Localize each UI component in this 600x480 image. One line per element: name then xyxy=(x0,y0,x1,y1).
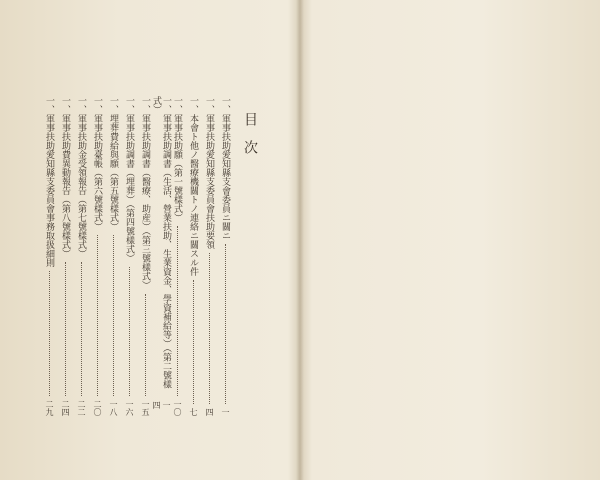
toc-entry-page: 七 xyxy=(189,408,198,416)
toc-entry-page: 一八 xyxy=(109,400,118,416)
leader-dots xyxy=(49,271,50,396)
toc-entry-page: 二二 xyxy=(77,400,86,416)
leader-dots xyxy=(225,244,226,404)
toc-entry-text: 一、軍事扶助愛知縣支委員會扶助要領 xyxy=(204,96,214,249)
page-title: 目次 xyxy=(242,112,258,168)
toc-entry-text: 一、本會ト他ノ醫療機關トノ連絡ニ關スル件 xyxy=(188,96,198,276)
book-gutter xyxy=(296,0,304,480)
leader-dots xyxy=(209,253,210,404)
leader-dots xyxy=(113,235,114,396)
leader-dots xyxy=(145,294,146,397)
toc-entry xyxy=(92,96,102,416)
toc-entry-page: 一五 xyxy=(141,400,150,416)
toc-entry-text: 一、軍事扶助調書（埋葬）（第四號樣式） xyxy=(124,96,134,263)
leader-dots xyxy=(177,226,178,396)
toc-entry xyxy=(151,96,171,416)
table-of-contents xyxy=(44,96,230,416)
toc-entry-text: 一、埋葬費給與願（第五號樣式） xyxy=(108,96,118,231)
toc-entry xyxy=(76,96,86,416)
toc-entry xyxy=(172,96,182,416)
toc-entry xyxy=(60,96,70,416)
toc-entry-text: 一、軍事扶助調書（生活、營業扶助、生業資金、學資補給等）（第二號樣式） xyxy=(151,96,171,389)
toc-entry-text: 一、軍事扶助費異動報告（第八號樣式） xyxy=(60,96,70,258)
toc-entry-page: 一四 xyxy=(152,400,171,409)
toc-entry xyxy=(204,96,214,416)
toc-entry xyxy=(108,96,118,416)
toc-entry-page: 二〇 xyxy=(93,400,102,416)
leader-dots xyxy=(129,267,130,397)
toc-entry xyxy=(220,96,230,416)
toc-entry xyxy=(124,96,134,416)
toc-entry xyxy=(140,96,150,416)
toc-entry-text: 一、軍事扶助金受領報告（第七號樣式） xyxy=(76,96,86,258)
toc-entry-text: 一、軍事扶助臺帳（第六號樣式） xyxy=(92,96,102,231)
toc-entry-page: 一〇 xyxy=(173,400,182,416)
toc-entry-text: 一、軍事扶助調書（醫療、助産）（第三號樣式） xyxy=(140,96,150,290)
toc-entry-page: 二九 xyxy=(45,400,54,416)
toc-entry-text: 一、軍事扶助愛知縣支委員會事務取扱細則 xyxy=(44,96,54,267)
leader-dots xyxy=(81,262,82,396)
toc-entry xyxy=(188,96,198,416)
toc-entry-page: 一六 xyxy=(125,400,134,416)
toc-entry-page: 四 xyxy=(205,408,214,416)
toc-entry-page: 二四 xyxy=(61,400,70,416)
toc-entry-text: 一、軍事扶助愛知縣支會委員ニ關ニ xyxy=(220,96,230,240)
right-page-blank xyxy=(304,0,600,480)
left-page xyxy=(0,0,296,480)
toc-entry-page: 一 xyxy=(221,408,230,416)
leader-dots xyxy=(65,262,66,396)
leader-dots xyxy=(193,280,194,404)
leader-dots xyxy=(97,235,98,396)
toc-entry xyxy=(44,96,54,416)
toc-entry-text: 一、軍事扶助願（第一號樣式） xyxy=(172,96,182,222)
